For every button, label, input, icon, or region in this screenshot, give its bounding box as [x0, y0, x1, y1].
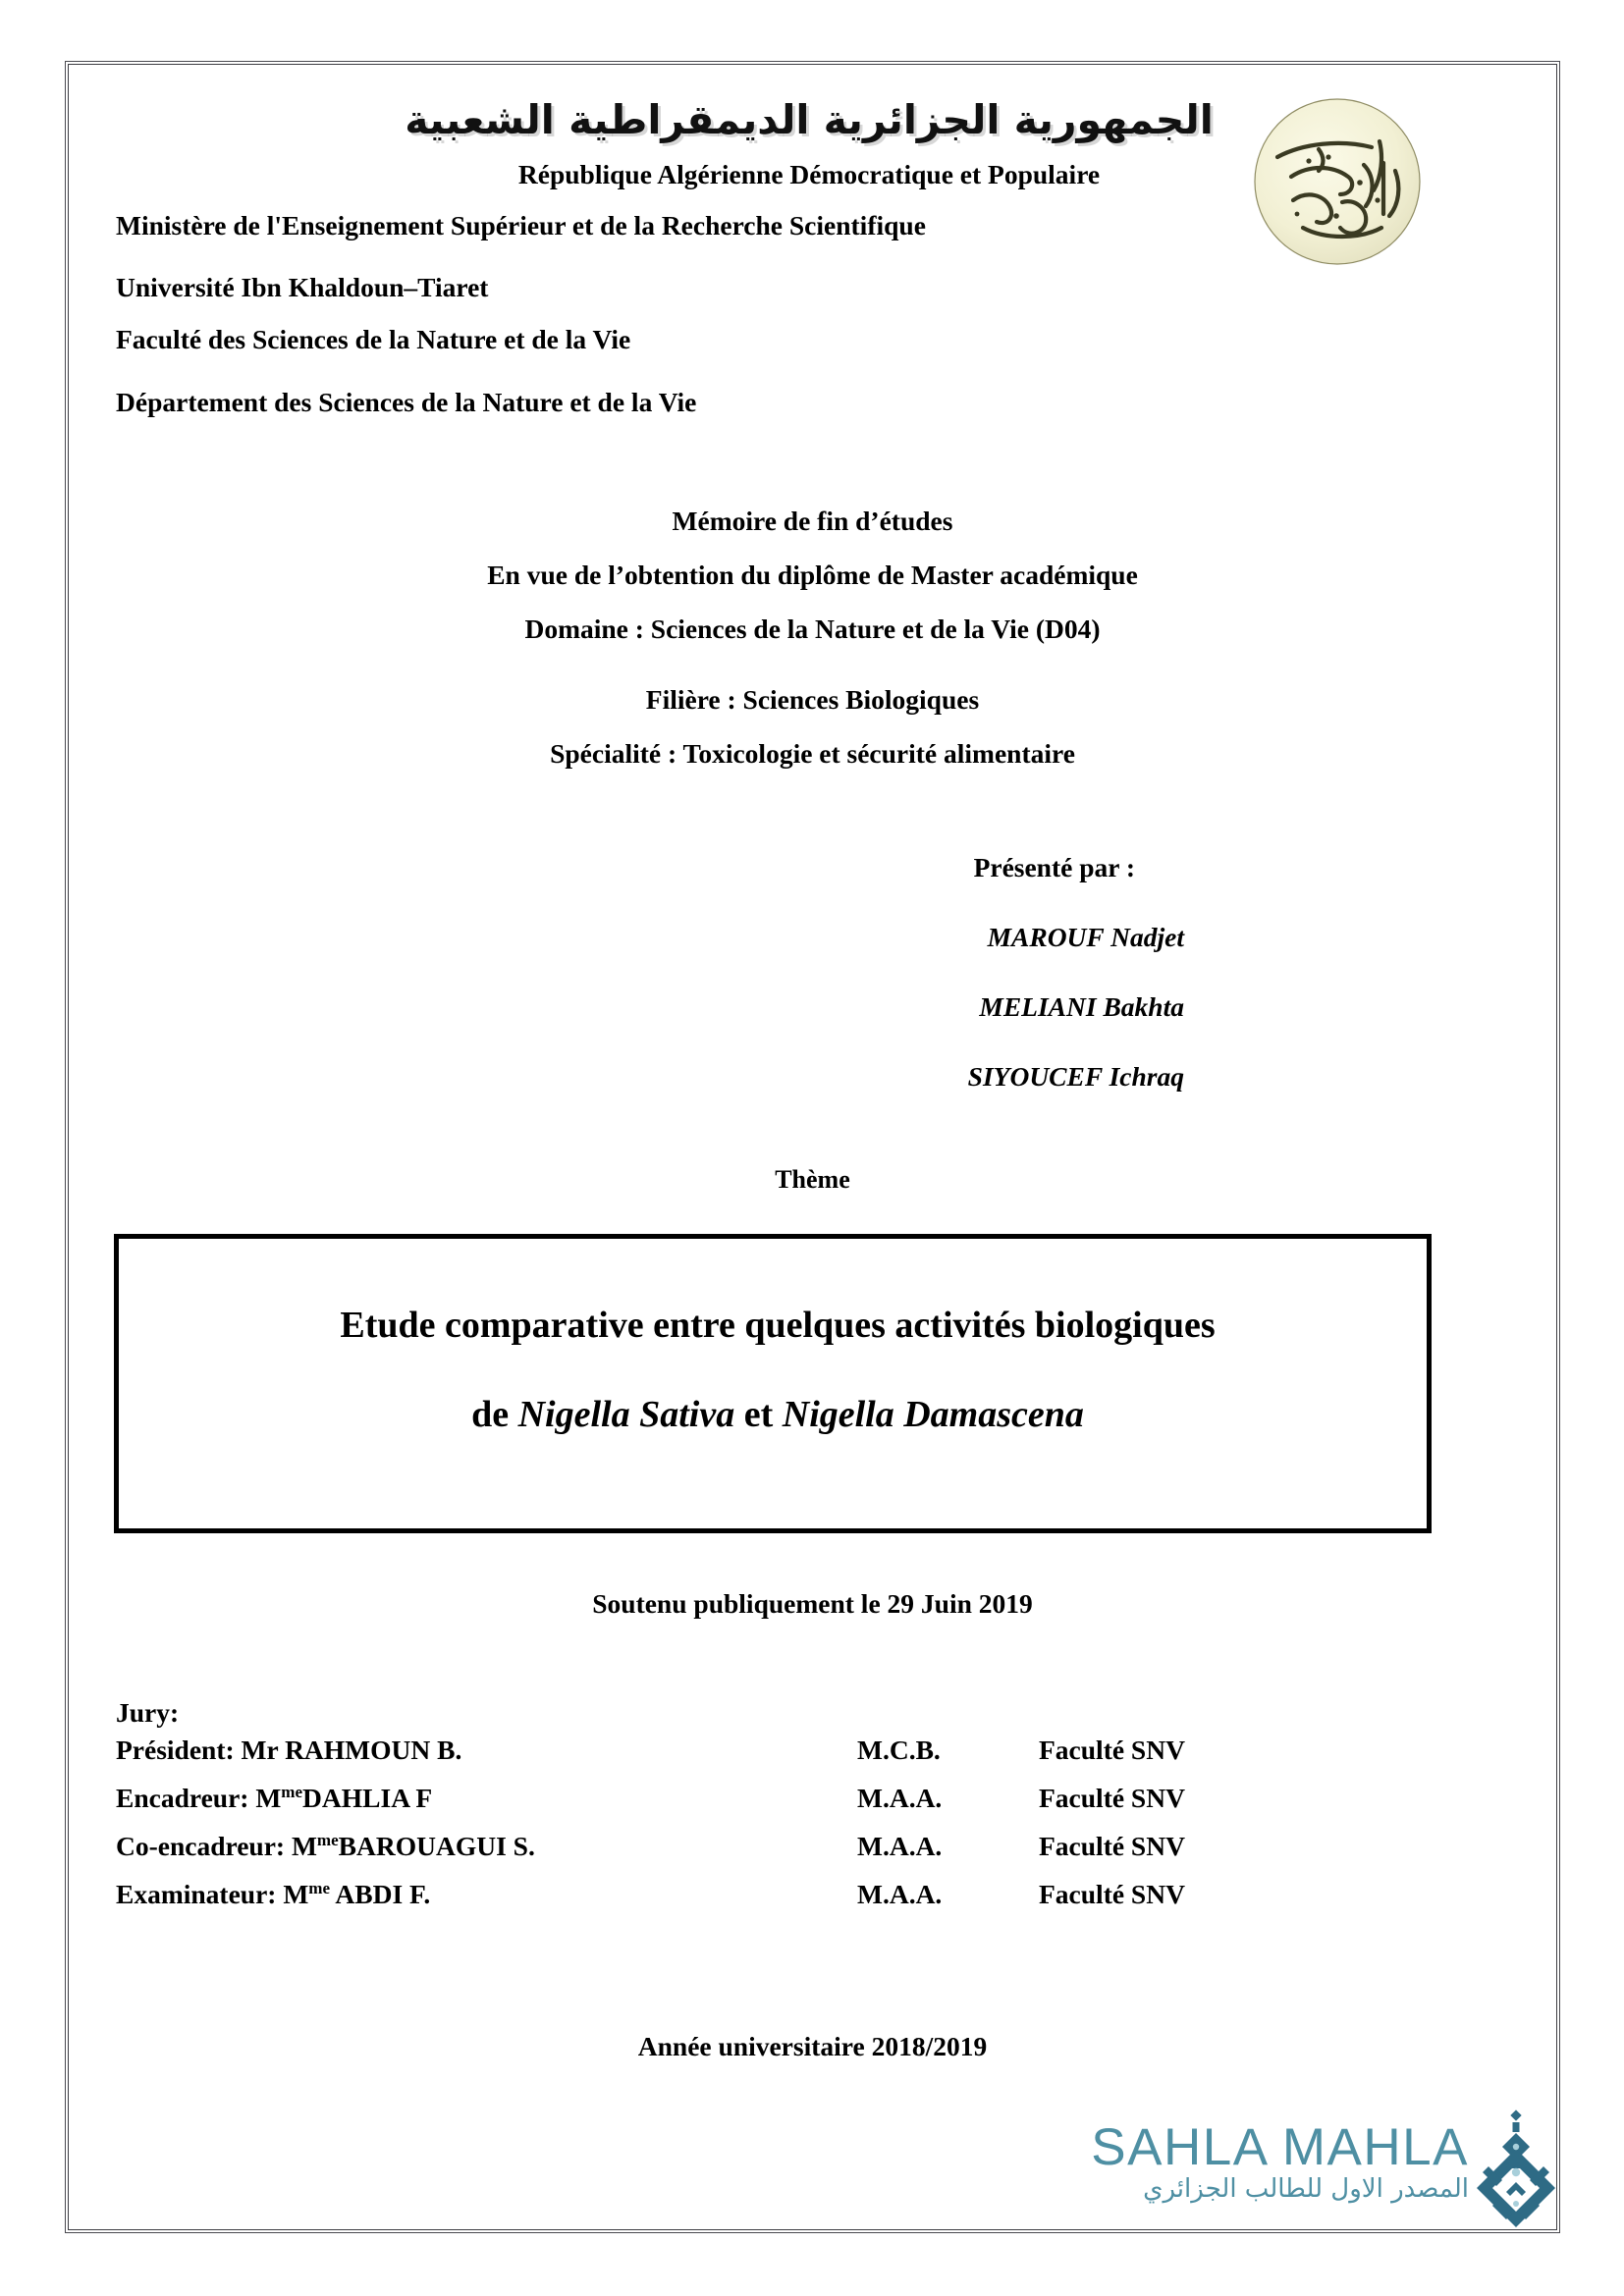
jury-role-text: Examinateur: M — [116, 1879, 309, 1909]
jury-role — [116, 1783, 432, 1814]
jury-role-text: Co-encadreur: M — [116, 1831, 317, 1861]
jury-grade: M.A.A. — [857, 1831, 943, 1861]
jury-affiliation: Faculté SNV — [1039, 1831, 1185, 1861]
jury-row — [116, 1783, 1392, 1831]
jury-row — [116, 1831, 1392, 1879]
domain-line: Domaine : Sciences de la Nature et de la Vie (D04) — [524, 614, 1101, 644]
jury-grade: M.A.A. — [857, 1783, 943, 1813]
presented-by-label: Présenté par : — [973, 852, 1135, 882]
jury-grade: M.C.B. — [857, 1735, 941, 1765]
thesis-title-line-2 — [119, 1393, 1436, 1436]
jury-row — [116, 1879, 1392, 1927]
theme-title-box — [114, 1234, 1432, 1533]
jury-grade: M.A.A. — [857, 1879, 943, 1909]
author-name: SIYOUCEF Ichraq — [967, 1061, 1184, 1092]
title-conjunction: et — [734, 1394, 783, 1435]
jury-role-text: Président: Mr RAHMOUN B. — [116, 1735, 462, 1765]
title-prefix: de — [471, 1394, 518, 1435]
faculty-line: Faculté des Sciences de la Nature et de la Vie — [116, 324, 631, 354]
filiere-line: Filière : Sciences Biologiques — [645, 684, 980, 715]
jury-name-text: ABDI F. — [330, 1879, 431, 1909]
mme-superscript: me — [281, 1782, 303, 1801]
ministry-line: Ministère de l'Enseignement Supérieur et de la Recherche Scientifique — [116, 210, 926, 240]
jury-role — [116, 1879, 430, 1910]
theme-label: Thème — [775, 1165, 850, 1194]
academic-year-line: Année universitaire 2018/2019 — [637, 2031, 988, 2061]
jury-row — [116, 1735, 1392, 1783]
defense-date-line: Soutenu publiquement le 29 Juin 2019 — [592, 1588, 1033, 1619]
jury-role — [116, 1735, 461, 1766]
jury-name-text: BAROUAGUI S. — [338, 1831, 535, 1861]
jury-affiliation: Faculté SNV — [1039, 1879, 1185, 1909]
jury-affiliation: Faculté SNV — [1039, 1735, 1185, 1765]
department-line: Département des Sciences de la Nature et de la Vie — [116, 387, 697, 417]
author-name: MELIANI Bakhta — [979, 991, 1184, 1022]
jury-name-text: DAHLIA F — [302, 1783, 433, 1813]
mme-superscript: me — [308, 1878, 331, 1897]
university-line: Université Ibn Khaldoun–Tiaret — [116, 272, 489, 302]
cover-page-sheet — [65, 61, 1560, 2233]
jury-role — [116, 1831, 535, 1862]
species-name-damascena: Nigella Damascena — [782, 1394, 1084, 1435]
diploma-purpose-line: En vue de l’obtention du diplôme de Master académique — [487, 560, 1138, 590]
jury-heading: Jury: — [116, 1697, 180, 1728]
species-name-sativa: Nigella Sativa — [517, 1394, 735, 1435]
university-seal-graphic — [1234, 92, 1441, 271]
jury-section — [116, 1697, 1392, 1927]
university-seal-icon — [1234, 92, 1441, 271]
sahla-mahla-tagline-arabic: المصدر الاول للطالب الجزائري — [1143, 2174, 1469, 2204]
memoire-line: Mémoire de fin d’études — [672, 506, 953, 536]
sahla-mahla-watermark — [1056, 2117, 1547, 2235]
arabic-republic-heading: الجمهورية الجزائرية الديمقراطية الشعبية — [405, 96, 1214, 143]
jury-affiliation: Faculté SNV — [1039, 1783, 1185, 1813]
mme-superscript: me — [316, 1830, 339, 1849]
republic-french-heading: République Algérienne Démocratique et Populaire — [517, 159, 1101, 189]
author-name: MAROUF Nadjet — [987, 922, 1184, 952]
jury-role-text: Encadreur: M — [116, 1783, 282, 1813]
sahla-mahla-brand-text: SAHLA MAHLA — [1091, 2118, 1469, 2176]
sahla-mahla-diamond-icon — [1469, 2109, 1563, 2227]
specialite-line: Spécialité : Toxicologie et sécurité alimentaire — [550, 738, 1075, 769]
thesis-title-line-1: Etude comparative entre quelques activités biologiques — [340, 1305, 1216, 1346]
